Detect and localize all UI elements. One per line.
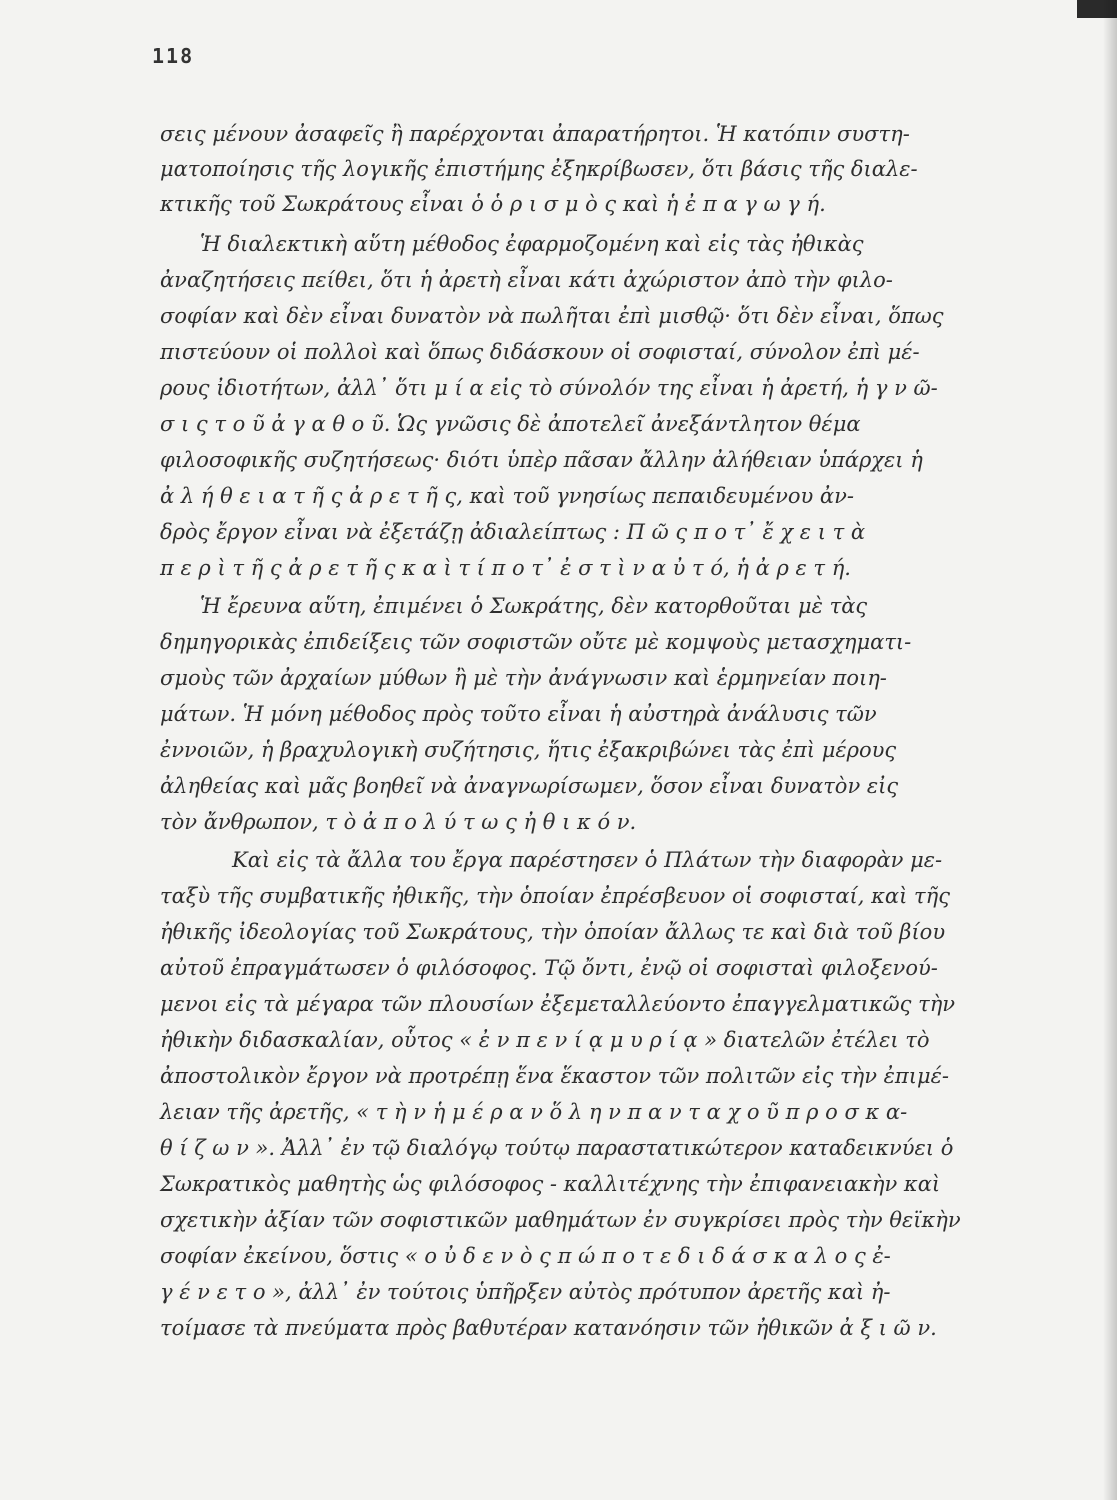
text-line: τὸν ἄνθρωπον, τ ὸ ἀ π ο λ ύ τ ω ς ἠ θ ι κ ό ν.	[160, 810, 637, 834]
text-line: ἀ λ ή θ ε ι α τ ῆ ς ἀ ρ ε τ ῆ ς, καὶ τοῦ γνησίως πεπαιδευμένου ἀν-	[160, 484, 854, 508]
text-line: πιστεύουν οἱ πολλοὶ καὶ ὅπως διδάσκουν οἱ σοφισταί, σύνολον ἐπὶ μέ-	[160, 340, 920, 364]
text-line: ταξὺ τῆς συμβατικῆς ἠθικῆς, τὴν ὁποίαν ἐπρέσβευον οἱ σοφισταί, καὶ τῆς	[160, 884, 950, 908]
text-line: δημηγορικὰς ἐπιδείξεις τῶν σοφιστῶν οὔτε μὲ κομψοὺς μετασχηματι-	[160, 630, 912, 654]
text-line: ἀναζητήσεις πείθει, ὅτι ἡ ἀρετὴ εἶναι κάτι ἀχώριστον ἀπὸ τὴν φιλο-	[160, 268, 893, 292]
text-line: σοφίαν ἐκείνου, ὅστις « ο ὐ δ ε ν ὸ ς π ώ π ο τ ε δ ι δ ά σ κ α λ ο ς ἐ-	[160, 1244, 891, 1268]
text-line: σεις μένουν ἀσαφεῖς ἢ παρέρχονται ἀπαρατήρητοι. Ἡ κατόπιν συστη-	[160, 122, 910, 146]
text-line: τοίμασε τὰ πνεύματα πρὸς βαθυτέραν κατανόησιν τῶν ἠθικῶν ἀ ξ ι ῶ ν.	[160, 1316, 937, 1340]
text-line: κτικῆς τοῦ Σωκράτους εἶναι ὁ ὁ ρ ι σ μ ὸ ς καὶ ἡ ἐ π α γ ω γ ή.	[160, 192, 826, 216]
text-line: ἀποστολικὸν ἔργον νὰ προτρέπῃ ἕνα ἕκαστον τῶν πολιτῶν εἰς τὴν ἐπιμέ-	[160, 1064, 949, 1088]
text-line: ἐννοιῶν, ἡ βραχυλογικὴ συζήτησις, ἥτις ἐξακριβώνει τὰς ἐπὶ μέρους	[160, 738, 897, 762]
page-number: 118	[152, 44, 195, 68]
text-line: φιλοσοφικῆς συζητήσεως· διότι ὑπὲρ πᾶσαν ἄλλην ἀλήθειαν ὑπάρχει ἡ	[160, 448, 923, 472]
text-line: ἠθικὴν διδασκαλίαν, οὗτος « ἐ ν π ε ν ί ᾳ μ υ ρ ί ᾳ » διατελῶν ἐτέλει τὸ	[160, 1028, 930, 1052]
text-line: δρὸς ἔργον εἶναι νὰ ἐξετάζῃ ἀδιαλείπτως : Π ῶ ς π ο τ᾽ ἔ χ ε ι τ ὰ	[160, 520, 866, 544]
text-line: Καὶ εἰς τὰ ἄλλα του ἔργα παρέστησεν ὁ Πλάτων τὴν διαφορὰν με-	[232, 848, 943, 872]
text-line: ρους ἰδιοτήτων, ἀλλ᾽ ὅτι μ ί α εἰς τὸ σύνολόν της εἶναι ἡ ἀρετή, ἡ γ ν ῶ-	[160, 376, 938, 400]
text-line: π ε ρ ὶ τ ῆ ς ἀ ρ ε τ ῆ ς κ α ὶ τ ί π ο τ᾽ ἐ σ τ ὶ ν α ὐ τ ό, ἡ ἀ ρ ε τ ή.	[160, 556, 851, 580]
text-line: ματοποίησις τῆς λογικῆς ἐπιστήμης ἐξηκρίβωσεν, ὅτι βάσις τῆς διαλε-	[160, 157, 918, 181]
text-line: Ἡ ἔρευνα αὕτη, ἐπιμένει ὁ Σωκράτης, δὲν κατορθοῦται μὲ τὰς	[200, 594, 868, 618]
text-line: ἠθικῆς ἰδεολογίας τοῦ Σωκράτους, τὴν ὁποίαν ἄλλως τε καὶ διὰ τοῦ βίου	[160, 920, 946, 944]
text-line: Σωκρατικὸς μαθητὴς ὡς φιλόσοφος - καλλιτέχνης τὴν ἐπιφανειακὴν καὶ	[160, 1172, 941, 1196]
scan-edge-shadow	[1103, 0, 1117, 1500]
text-line: σμοὺς τῶν ἀρχαίων μύθων ἢ μὲ τὴν ἀνάγνωσιν καὶ ἑρμηνείαν ποιη-	[160, 666, 887, 690]
text-line: σχετικὴν ἀξίαν τῶν σοφιστικῶν μαθημάτων ἐν συγκρίσει πρὸς τὴν θεϊκὴν	[160, 1208, 961, 1232]
text-line: ἀληθείας καὶ μᾶς βοηθεῖ νὰ ἀναγνωρίσωμεν, ὅσον εἶναι δυνατὸν εἰς	[160, 774, 899, 798]
text-line: σ ι ς τ ο ῦ ἀ γ α θ ο ῦ. Ὡς γνῶσις δὲ ἀποτελεῖ ἀνεξάντλητον θέμα	[160, 412, 861, 436]
text-line: μάτων. Ἡ μόνη μέθοδος πρὸς τοῦτο εἶναι ἡ αὐστηρὰ ἀνάλυσις τῶν	[160, 702, 877, 726]
text-line: λειαν τῆς ἀρετῆς, « τ ὴ ν ἡ μ έ ρ α ν ὅ λ η ν π α ν τ α χ ο ῦ π ρ ο σ κ α-	[160, 1100, 908, 1124]
text-line: Ἡ διαλεκτικὴ αὕτη μέθοδος ἐφαρμοζομένη καὶ εἰς τὰς ἠθικὰς	[200, 232, 864, 256]
text-line: σοφίαν καὶ δὲν εἶναι δυνατὸν νὰ πωλῆται ἐπὶ μισθῷ· ὅτι δὲν εἶναι, ὅπως	[160, 304, 944, 328]
text-line: θ ί ζ ω ν ». Ἀλλ᾽ ἐν τῷ διαλόγῳ τούτῳ παραστατικώτερον καταδεικνύει ὁ	[160, 1136, 954, 1160]
text-line: αὐτοῦ ἐπραγμάτωσεν ὁ φιλόσοφος. Τῷ ὄντι, ἐνῷ οἱ σοφισταὶ φιλοξενού-	[160, 956, 938, 980]
text-line: μενοι εἰς τὰ μέγαρα τῶν πλουσίων ἐξεμεταλλεύοντο ἐπαγγελματικῶς τὴν	[160, 992, 956, 1016]
text-line: γ έ ν ε τ ο », ἀλλ᾽ ἐν τούτοις ὑπῆρξεν αὐτὸς πρότυπον ἀρετῆς καὶ ἠ-	[160, 1280, 891, 1304]
